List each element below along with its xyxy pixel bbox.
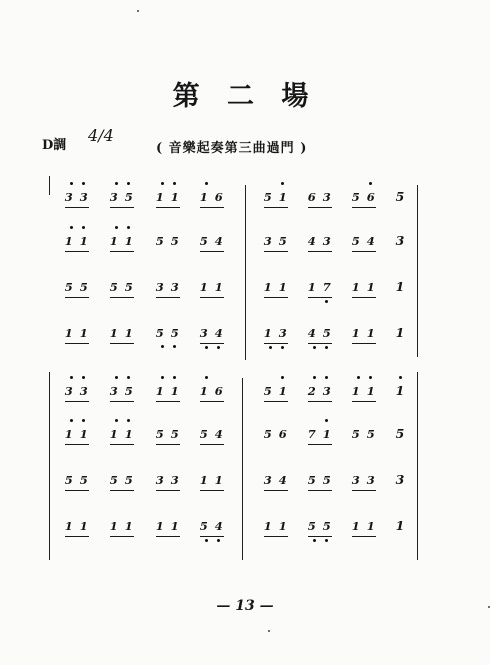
beam-underline: [65, 343, 89, 344]
octave-dot-above: [161, 376, 164, 379]
beam-underline: [65, 207, 89, 208]
time-signature: 4/4: [88, 126, 114, 145]
octave-dot-above: [127, 419, 130, 422]
octave-dot-above: [82, 376, 85, 379]
beam-underline: [156, 444, 180, 445]
octave-dot-below: [205, 346, 208, 349]
octave-dot-below: [325, 346, 328, 349]
octave-dot-above: [70, 419, 73, 422]
note-group: 3 3: [155, 280, 181, 294]
beam-underline: [264, 490, 288, 491]
page-number: — 13 —: [216, 598, 274, 614]
beam-underline: [308, 401, 332, 402]
scan-speck: [137, 10, 139, 12]
beam-underline: [352, 297, 376, 298]
octave-dot-above: [115, 419, 118, 422]
note-group: 5 5: [109, 473, 135, 487]
page-title: 第 二 場: [172, 81, 318, 112]
octave-dot-above: [325, 376, 328, 379]
note-group: 5 1: [263, 384, 289, 398]
note-group: 3 3: [64, 384, 90, 398]
note-group: 3 3: [155, 473, 181, 487]
note-group: 6 3: [307, 190, 333, 204]
octave-dot-above: [70, 376, 73, 379]
note-group: 5 1: [263, 190, 289, 204]
note-group: 1: [395, 383, 405, 398]
note-group: 1 1: [351, 519, 377, 533]
note-group: 1: [395, 279, 405, 294]
note-group: 3 3: [64, 190, 90, 204]
octave-dot-above: [127, 182, 130, 185]
note-group: 5: [395, 189, 405, 204]
section-subtitle: ( 音樂起奏第三曲過門 ): [156, 141, 308, 156]
beam-underline: [65, 401, 89, 402]
beam-underline: [308, 207, 332, 208]
beam-underline: [110, 297, 134, 298]
octave-dot-above: [399, 376, 402, 379]
note-group: 5 5: [64, 473, 90, 487]
note-group: 1 1: [64, 427, 90, 441]
note-group: 3: [395, 233, 405, 248]
beam-underline: [110, 207, 134, 208]
beam-underline: [200, 401, 224, 402]
beam-underline: [308, 536, 332, 537]
octave-dot-above: [161, 182, 164, 185]
octave-dot-below: [313, 539, 316, 542]
note-group: 3 5: [109, 384, 135, 398]
beam-underline: [65, 251, 89, 252]
octave-dot-above: [115, 376, 118, 379]
beam-underline: [264, 401, 288, 402]
note-group: 1 1: [351, 326, 377, 340]
key-signature: D調: [42, 138, 67, 153]
barline-left: [49, 372, 50, 560]
barline-right: [417, 372, 418, 560]
note-group: 1 6: [199, 384, 225, 398]
beam-underline: [65, 444, 89, 445]
note-group: 5 4: [351, 234, 377, 248]
note-group: 5 5: [109, 280, 135, 294]
octave-dot-below: [217, 539, 220, 542]
beam-underline: [200, 536, 224, 537]
note-group: 5 5: [155, 427, 181, 441]
octave-dot-above: [357, 376, 360, 379]
beam-underline: [156, 297, 180, 298]
note-group: 1 1: [199, 280, 225, 294]
note-group: 1 6: [199, 190, 225, 204]
note-group: 1 1: [109, 519, 135, 533]
note-group: 1 1: [109, 234, 135, 248]
note-group: 1: [395, 518, 405, 533]
beam-underline: [110, 401, 134, 402]
note-group: 5 5: [307, 473, 333, 487]
note-group: 1 1: [64, 519, 90, 533]
note-group: 5 5: [155, 326, 181, 340]
note-group: 5 5: [64, 280, 90, 294]
octave-dot-below: [281, 346, 284, 349]
beam-underline: [200, 490, 224, 491]
octave-dot-above: [115, 226, 118, 229]
beam-underline: [308, 297, 332, 298]
note-group: 1 1: [155, 190, 181, 204]
barline-right: [417, 185, 418, 357]
note-group: 5: [395, 426, 405, 441]
octave-dot-above: [115, 182, 118, 185]
note-group: 3 4: [199, 326, 225, 340]
note-group: 5 5: [351, 427, 377, 441]
octave-dot-above: [173, 182, 176, 185]
octave-dot-above: [281, 376, 284, 379]
octave-dot-below: [217, 346, 220, 349]
note-group: 1 7: [307, 280, 333, 294]
beam-underline: [156, 401, 180, 402]
octave-dot-above: [127, 376, 130, 379]
note-group: 5 6: [263, 427, 289, 441]
note-group: 3 3: [351, 473, 377, 487]
beam-underline: [65, 297, 89, 298]
beam-underline: [110, 444, 134, 445]
note-group: 1 1: [64, 326, 90, 340]
octave-dot-below: [161, 345, 164, 348]
beam-underline: [156, 490, 180, 491]
beam-underline: [308, 251, 332, 252]
octave-dot-below: [325, 300, 328, 303]
note-group: 4 5: [307, 326, 333, 340]
note-group: 4 3: [307, 234, 333, 248]
beam-underline: [65, 536, 89, 537]
note-group: 1 1: [263, 280, 289, 294]
beam-underline: [110, 251, 134, 252]
beam-underline: [352, 343, 376, 344]
note-group: 1 1: [64, 234, 90, 248]
octave-dot-below: [173, 345, 176, 348]
beam-underline: [264, 251, 288, 252]
octave-dot-above: [205, 182, 208, 185]
beam-underline: [264, 536, 288, 537]
beam-underline: [308, 343, 332, 344]
note-group: 1 1: [263, 519, 289, 533]
beam-underline: [200, 343, 224, 344]
beam-underline: [156, 536, 180, 537]
note-group: 3 5: [109, 190, 135, 204]
beam-underline: [200, 251, 224, 252]
octave-dot-above: [369, 376, 372, 379]
octave-dot-above: [70, 226, 73, 229]
beam-underline: [308, 444, 332, 445]
beam-underline: [200, 207, 224, 208]
octave-dot-above: [325, 419, 328, 422]
octave-dot-above: [173, 376, 176, 379]
scan-speck: [268, 630, 270, 632]
note-group: 7 1: [307, 427, 333, 441]
beam-underline: [308, 490, 332, 491]
beam-underline: [352, 207, 376, 208]
note-group: 1 1: [351, 280, 377, 294]
note-group: 1: [395, 325, 405, 340]
beam-underline: [110, 343, 134, 344]
beam-underline: [264, 207, 288, 208]
beam-underline: [65, 490, 89, 491]
octave-dot-above: [127, 226, 130, 229]
octave-dot-above: [369, 182, 372, 185]
note-group: 5 4: [199, 234, 225, 248]
octave-dot-above: [281, 182, 284, 185]
note-group: 5 5: [307, 519, 333, 533]
note-group: 1 1: [109, 427, 135, 441]
note-group: 1 1: [155, 384, 181, 398]
beam-underline: [352, 251, 376, 252]
octave-dot-above: [82, 419, 85, 422]
note-group: 5 5: [155, 234, 181, 248]
note-group: 5 6: [351, 190, 377, 204]
octave-dot-below: [205, 539, 208, 542]
note-group: 5 4: [199, 427, 225, 441]
beam-underline: [264, 297, 288, 298]
beam-underline: [264, 343, 288, 344]
note-group: 3 4: [263, 473, 289, 487]
barline-middle: [242, 378, 243, 560]
beam-underline: [110, 490, 134, 491]
beam-underline: [200, 297, 224, 298]
octave-dot-above: [82, 182, 85, 185]
note-group: 1 1: [351, 384, 377, 398]
note-group: 3 5: [263, 234, 289, 248]
beam-underline: [352, 536, 376, 537]
note-group: 1 1: [199, 473, 225, 487]
note-group: 5 4: [199, 519, 225, 533]
barline-left: [49, 176, 50, 195]
octave-dot-above: [82, 226, 85, 229]
note-group: 1 1: [109, 326, 135, 340]
octave-dot-below: [325, 539, 328, 542]
octave-dot-above: [70, 182, 73, 185]
note-group: 1 3: [263, 326, 289, 340]
beam-underline: [200, 444, 224, 445]
beam-underline: [110, 536, 134, 537]
barline-middle: [245, 185, 246, 360]
note-group: 2 3: [307, 384, 333, 398]
octave-dot-below: [313, 346, 316, 349]
note-group: 3: [395, 472, 405, 487]
beam-underline: [352, 401, 376, 402]
note-group: 1 1: [155, 519, 181, 533]
beam-underline: [156, 207, 180, 208]
octave-dot-above: [205, 376, 208, 379]
octave-dot-below: [269, 346, 272, 349]
octave-dot-above: [313, 376, 316, 379]
beam-underline: [352, 490, 376, 491]
